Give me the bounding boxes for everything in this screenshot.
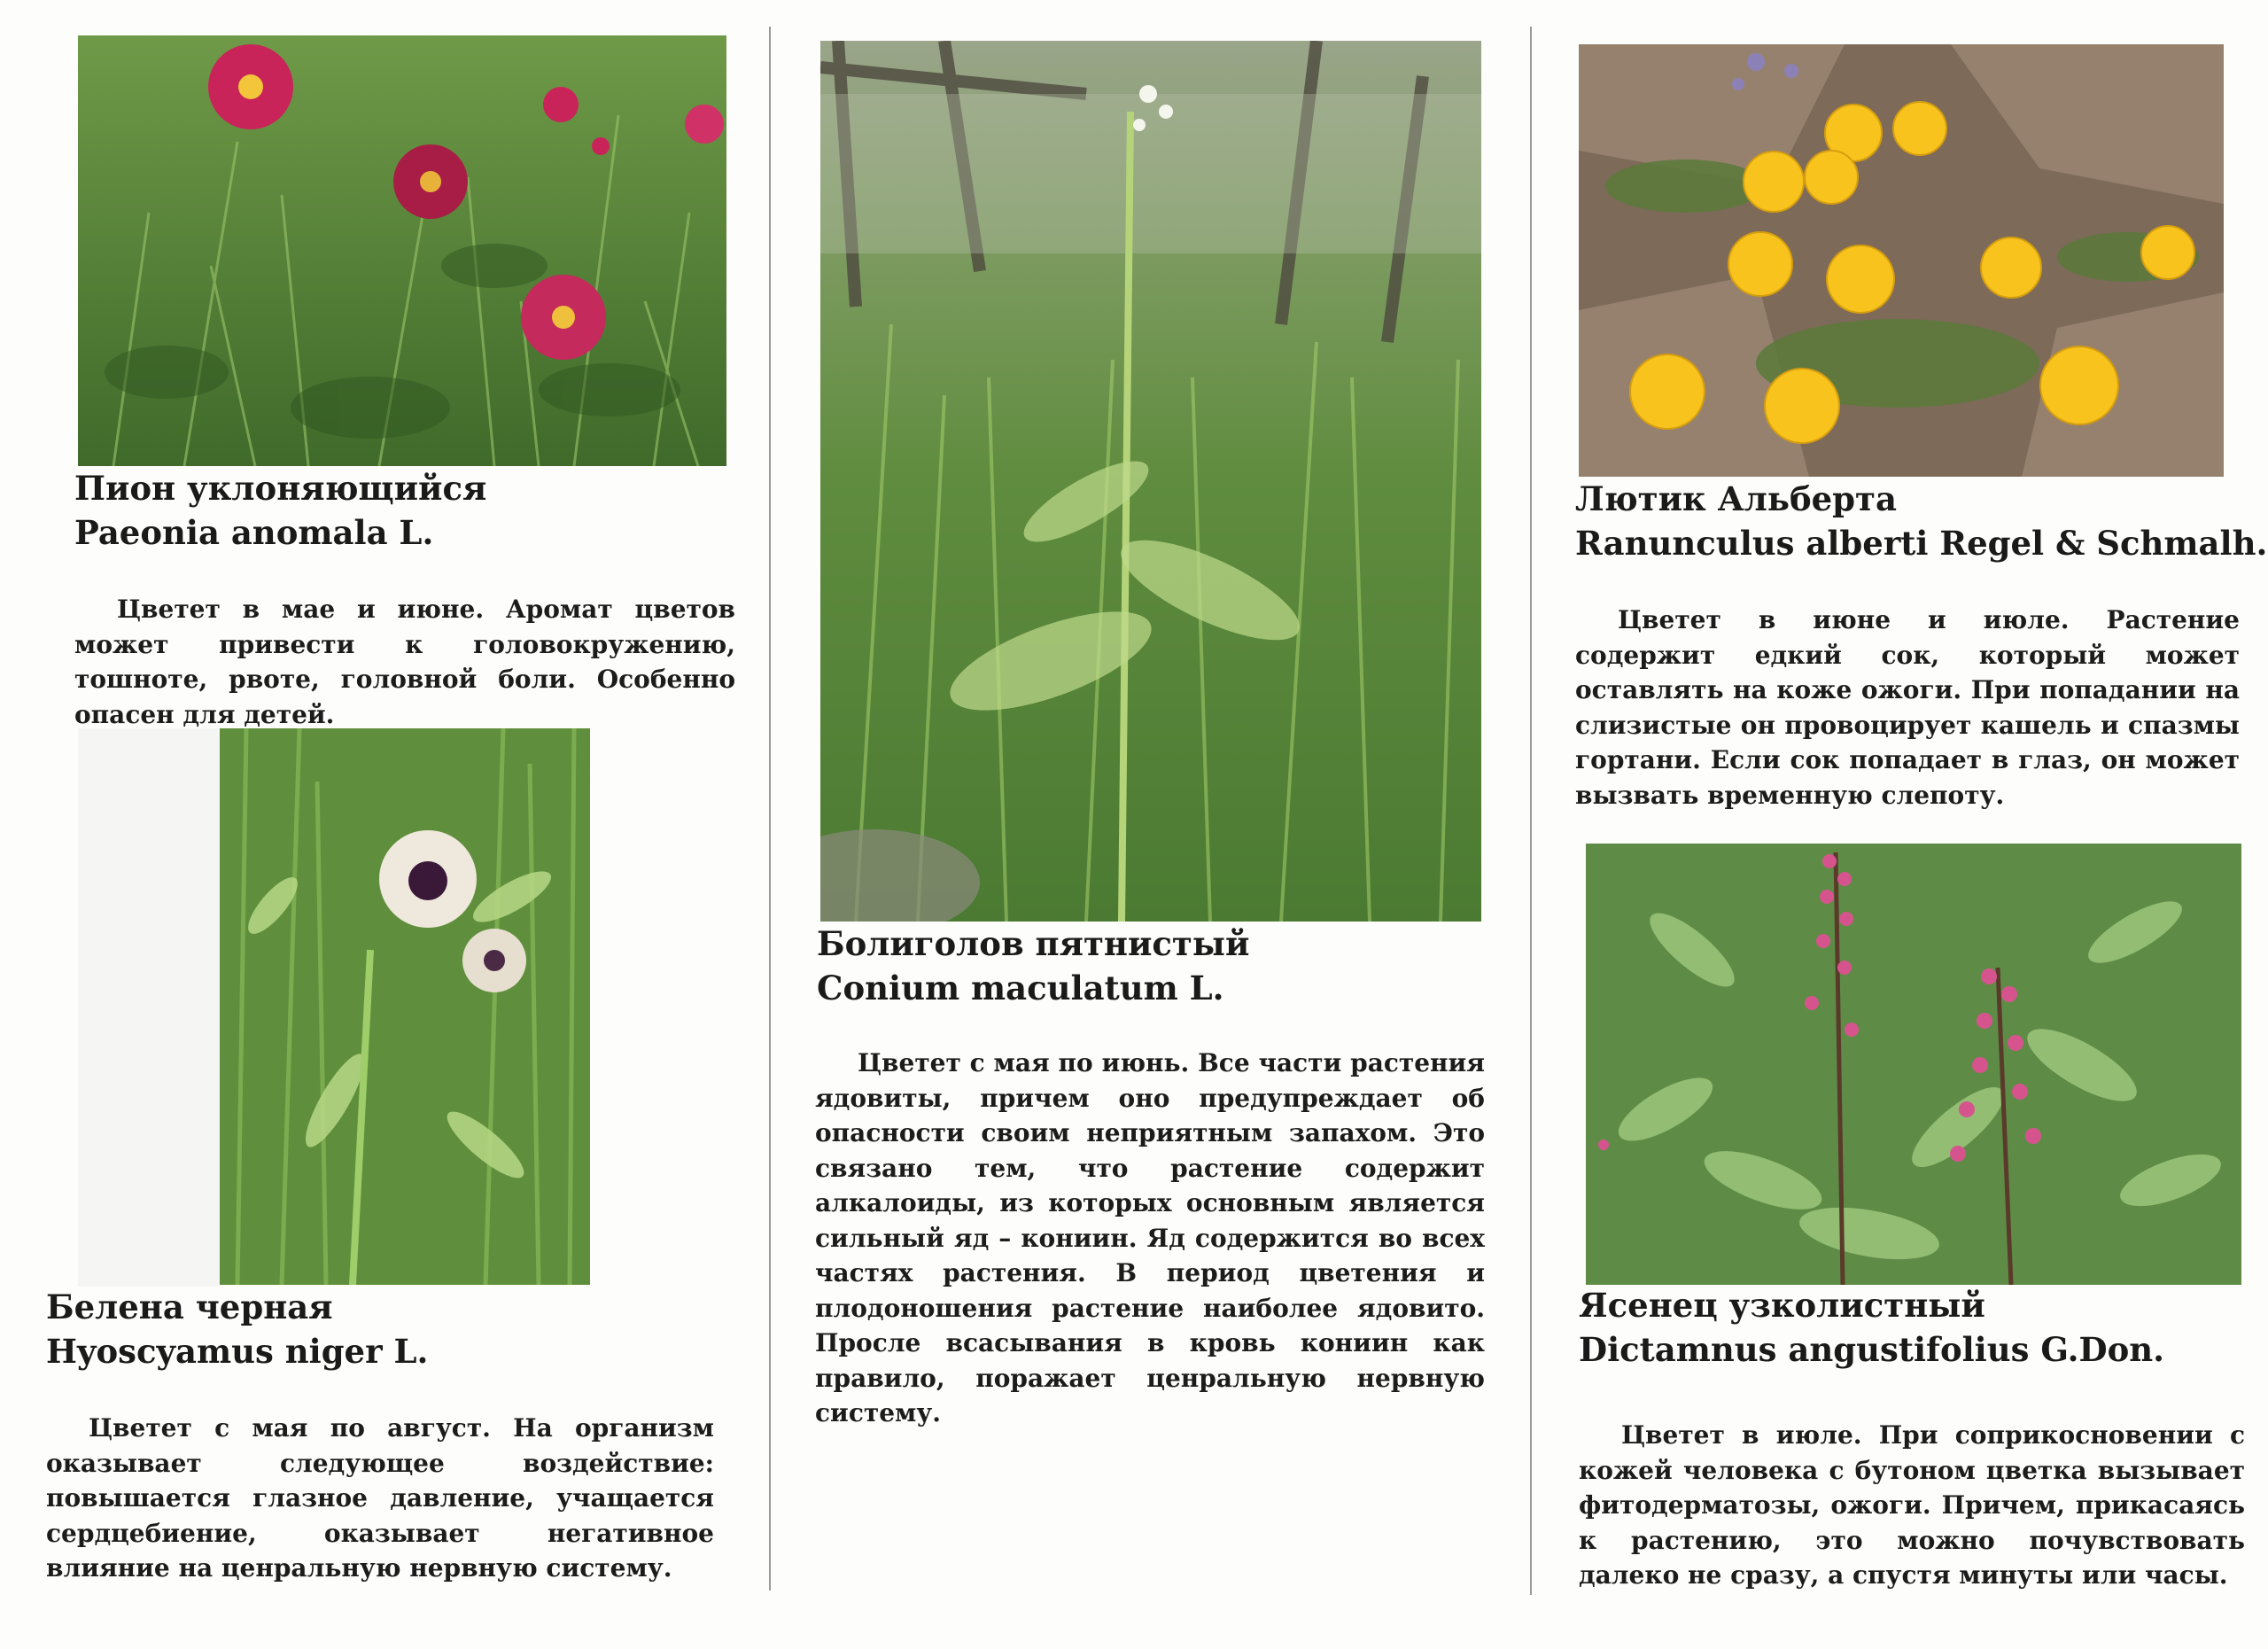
hemlock-latin-name: Conium maculatum L. <box>817 968 1224 1007</box>
faded-bleed-through <box>78 728 220 1287</box>
peony-description: Цветет в мае и июне. Аромат цветов может привести к головокружению, тошноте, рвоте, головной боли. Особенно опасен для детей. <box>74 595 735 729</box>
dittany-title <box>1579 1283 2164 1372</box>
buttercup-photo-icon <box>1579 44 2224 477</box>
henbane-photo-icon <box>220 728 590 1285</box>
peony-latin-name: Paeonia anomala L. <box>74 513 434 552</box>
henbane-common-name: Белена черная <box>46 1287 333 1326</box>
henbane-title <box>46 1285 428 1373</box>
buttercup-description: Цветет в июне и июле. Растение содержит едкий сок, который может оставлять на коже ожоги. При попадании на слизистые он провоцирует кашель и спазмы гортани. Если сок попадает в глаз, он может вызвать временную слепоту. <box>1575 605 2240 810</box>
peony-title <box>74 466 486 555</box>
peony-photo-icon <box>78 35 726 466</box>
henbane-description: Цветет с мая по август. На организм оказывает следующее воздействие: повышается глазное давление, учащается сердцебиение, оказывает негативное влияние на ценральную нервную систему. <box>46 1413 714 1583</box>
dittany-photo-icon <box>1586 844 2241 1285</box>
buttercup-title <box>1575 477 2267 565</box>
buttercup-latin-name: Ranunculus alberti Regel & Schmalh. <box>1575 524 2268 563</box>
dittany-description: Цветет в июле. При соприкосновении с кожей человека с бутоном цветка вызывает фитодерматозы, ожоги. Причем, прикасаясь к растению, это можно почувствовать далеко не сразу, а спустя минуты или часы. <box>1579 1420 2245 1590</box>
column-divider-left <box>769 27 771 1591</box>
hemlock-common-name: Болиголов пятнистый <box>817 924 1250 963</box>
hemlock-description: Цветет с мая по июнь. Все части растения ядовиты, причем оно предупреждает об опасности своим неприятным запахом. Это связано тем, что растение содержит алкалоиды, из которых основным является сильный яд – кониин. Яд содержится во всех частях растения. В период цветения и плодоношения растение наиболее ядовито. Просле всасывания в кровь кониин как правило, поражает ценральную нервную систему. <box>815 1048 1485 1427</box>
dittany-latin-name: Dictamnus angustifolius G.Don. <box>1579 1330 2165 1369</box>
hemlock-photo-icon <box>820 41 1481 922</box>
henbane-latin-name: Hyoscyamus niger L. <box>46 1332 429 1371</box>
hemlock-title <box>817 922 1249 1010</box>
dittany-common-name: Ясенец узколистный <box>1579 1286 1985 1325</box>
peony-common-name: Пион уклоняющийся <box>74 469 487 508</box>
column-divider-right <box>1530 27 1532 1595</box>
buttercup-common-name: Лютик Альберта <box>1575 479 1897 518</box>
